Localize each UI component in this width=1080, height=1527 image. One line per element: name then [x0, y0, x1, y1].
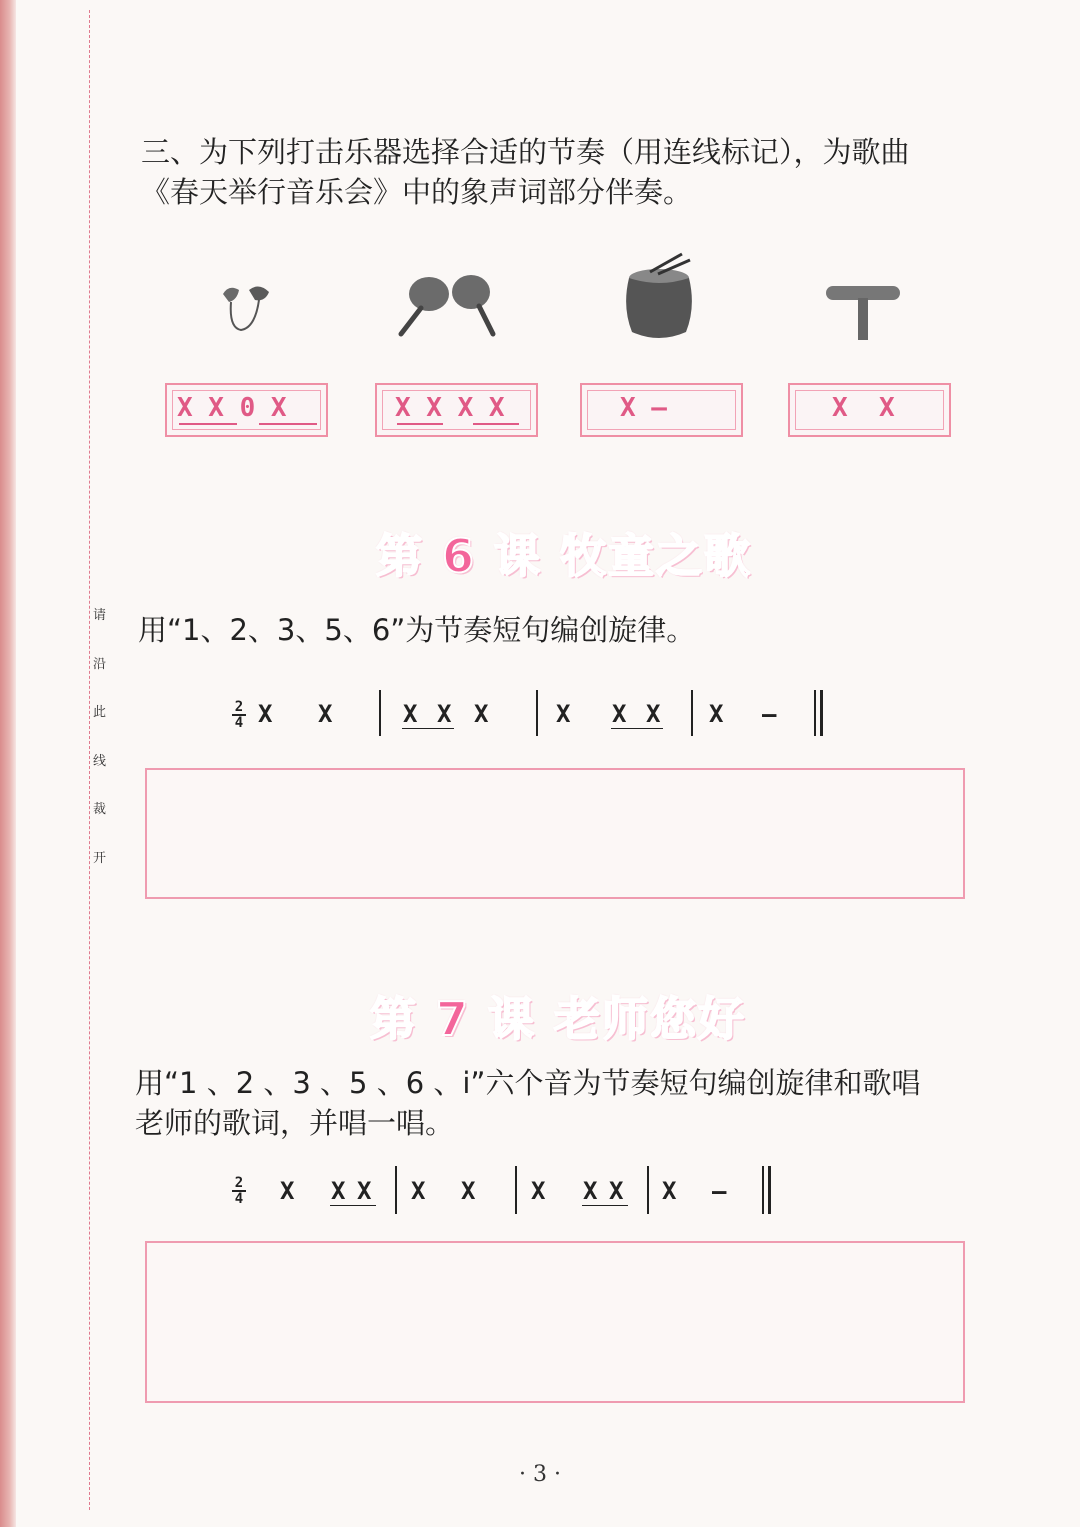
note: X [474, 700, 489, 728]
rhythm-box-2 [375, 383, 538, 437]
lesson7-heading: 第 7 课 老师您好 [370, 992, 747, 1046]
rhythm-box-4 [788, 383, 951, 437]
note: X [331, 1177, 346, 1205]
note: X [403, 700, 418, 728]
note: X [437, 700, 452, 728]
cut-char: 此 [93, 705, 107, 720]
note: X [461, 1177, 476, 1205]
note: X [709, 700, 724, 728]
note: X [609, 1177, 624, 1205]
dash: – [762, 700, 777, 728]
cut-line [89, 10, 90, 1510]
note: X [411, 1177, 426, 1205]
note: X [646, 700, 661, 728]
time-signature: 2 4 [232, 701, 246, 729]
note: X [318, 700, 333, 728]
rhythm-text: X X [832, 393, 895, 423]
dash: – [712, 1177, 727, 1205]
maracas-icon [395, 270, 500, 340]
note: X [258, 700, 273, 728]
note: X [662, 1177, 677, 1205]
cut-char: 裁 [93, 802, 107, 817]
rhythm-text: X X X X [395, 393, 505, 423]
rhythm-box-1 [165, 383, 328, 437]
lesson6-task: 用“1、2、3、5、6”为节奏短句编创旋律。 [138, 613, 696, 647]
rhythm-text: X – [620, 393, 667, 423]
note: X [280, 1177, 295, 1205]
lesson7-task-line1: 用“1 、2 、3 、5 、6 、i”六个音为节奏短句编创旋律和歌唱 [135, 1066, 921, 1100]
note: X [556, 700, 571, 728]
page-spine-edge [0, 0, 16, 1527]
cut-char: 沿 [93, 656, 107, 672]
lesson7-answer-box[interactable] [145, 1241, 965, 1403]
drum-icon [624, 252, 694, 342]
section3-title-line2: 《春天举行音乐会》中的象声词部分伴奏。 [141, 175, 693, 209]
section3-title-line1: 三、为下列打击乐器选择合适的节奏（用连线标记），为歌曲 [141, 135, 910, 169]
cut-char: 线 [93, 753, 107, 769]
note: X [357, 1177, 372, 1205]
cut-char: 请 [93, 608, 107, 623]
rhythm-box-3 [580, 383, 743, 437]
note: X [531, 1177, 546, 1205]
note: X [612, 700, 627, 728]
wood-block-icon [822, 282, 904, 342]
lesson7-task [135, 1063, 920, 1143]
lesson7-task-line2: 老师的歌词，并唱一唱。 [135, 1106, 455, 1140]
lesson6-heading: 第 6 课 牧童之歌 [376, 529, 753, 583]
finger-cymbals-icon [215, 278, 277, 340]
rhythm-text: X X 0 X [177, 393, 287, 423]
lesson6-answer-box[interactable] [145, 768, 965, 899]
cut-char: 开 [93, 850, 107, 866]
page-number: · 3 · [519, 1462, 561, 1487]
time-signature: 2 4 [232, 1177, 246, 1205]
section3-instructions [141, 132, 1021, 212]
cut-line-label [93, 607, 111, 898]
note: X [583, 1177, 598, 1205]
